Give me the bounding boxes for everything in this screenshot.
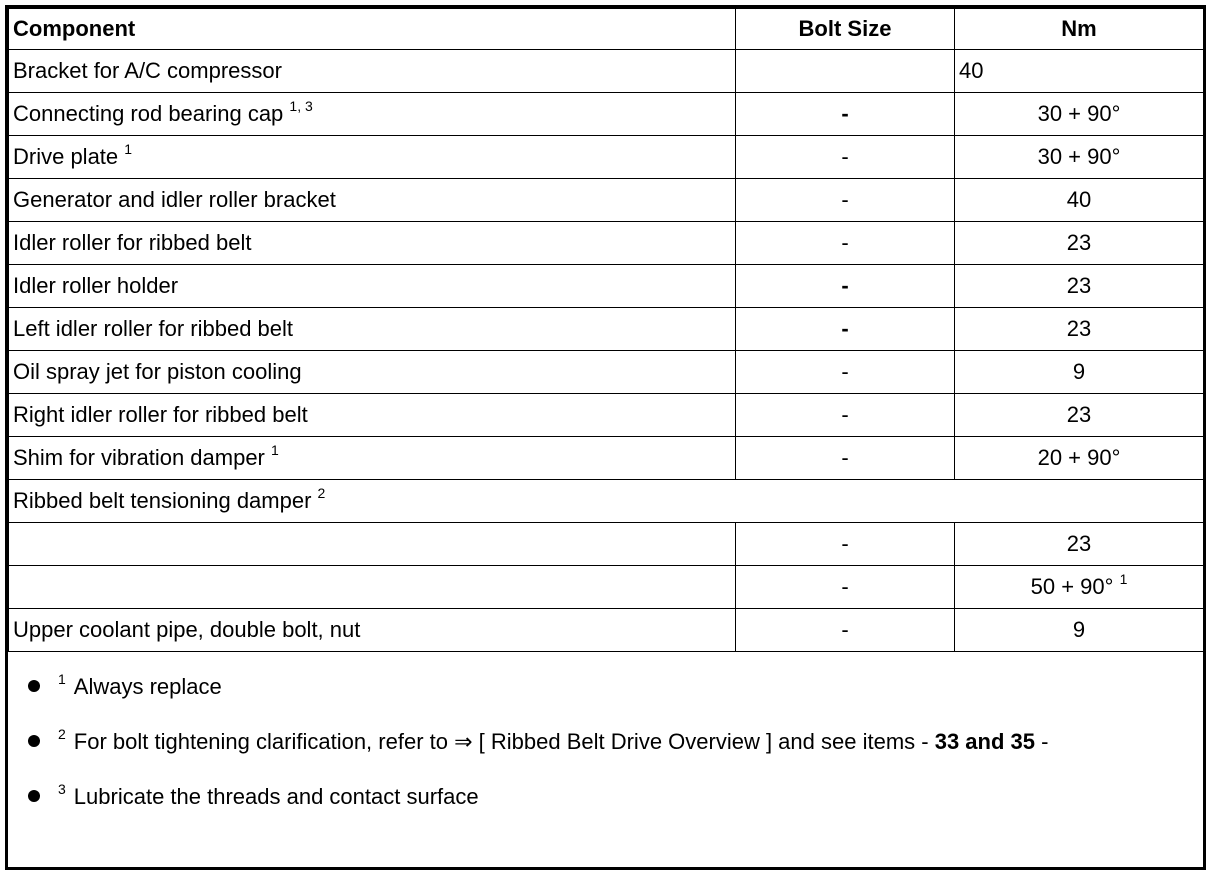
nm-cell (955, 566, 1204, 609)
bolt-size-cell: - (736, 179, 955, 222)
bolt-size-cell: - (736, 394, 955, 437)
table-row (9, 222, 1204, 265)
footnote-number: 3 (58, 780, 66, 797)
table-row (9, 609, 1204, 652)
nm-cell: 40 (955, 50, 1204, 93)
footnote-item-numbers: 33 and 35 (934, 729, 1035, 754)
footnote-ref: 2 (317, 484, 326, 501)
component-cell: Upper coolant pipe, double bolt, nut (9, 609, 736, 652)
component-cell (9, 179, 736, 222)
nm-cell: 9 (955, 609, 1204, 652)
table-row (9, 351, 1204, 394)
component-text: Left idler roller for ribbed belt (13, 316, 294, 341)
component-text: Idler roller for ribbed belt (13, 230, 252, 255)
bolt-size-cell: - (736, 222, 955, 265)
footnote-number: 1 (58, 670, 66, 687)
table-subrow (9, 566, 1204, 609)
component-cell (9, 566, 736, 609)
nm-cell: 40 (955, 179, 1204, 222)
nm-text: 50 + 90° (1030, 574, 1114, 599)
footnote-text-end: - (1034, 729, 1049, 754)
footnote-ref: 1 (271, 441, 279, 458)
table-row (9, 308, 1204, 351)
table-group-row (9, 480, 1204, 523)
component-text: Right idler roller for ribbed belt (13, 402, 308, 427)
nm-cell: 30 + 90° (955, 93, 1204, 136)
bolt-size-cell: - (736, 523, 955, 566)
nm-cell: 9 (955, 351, 1204, 394)
component-text: Idler roller holder (13, 273, 179, 298)
group-component-cell (9, 480, 1204, 523)
header-nm: Nm (955, 9, 1204, 50)
bolt-size-cell: - (736, 136, 955, 179)
table-row (9, 93, 1204, 136)
nm-cell: 23 (955, 308, 1204, 351)
bolt-size-cell: - (736, 93, 955, 136)
bolt-size-cell: - (736, 437, 955, 480)
component-cell (9, 523, 736, 566)
group-component-text: Ribbed belt tensioning damper (13, 488, 312, 513)
table-row (9, 136, 1204, 179)
component-cell (9, 50, 736, 93)
bolt-size-cell: - (736, 351, 955, 394)
bullet-icon (28, 680, 40, 692)
table-row (9, 394, 1204, 437)
table-subrow (9, 523, 1204, 566)
component-text: Generator and idler roller bracket (13, 187, 336, 212)
component-text: Shim for vibration damper (13, 445, 265, 470)
bolt-size-cell: - (736, 566, 955, 609)
nm-cell: 20 + 90° (955, 437, 1204, 480)
component-cell (9, 93, 736, 136)
footnote-item (28, 670, 222, 700)
component-text: Oil spray jet for piston cooling (13, 359, 302, 384)
bullet-icon (28, 790, 40, 802)
footnote-item (28, 780, 479, 810)
table-row (9, 50, 1204, 93)
component-text: Bracket for A/C compressor (13, 58, 282, 83)
torque-spec-table (8, 8, 1204, 652)
bullet-icon (28, 735, 40, 747)
component-text: Drive plate (13, 144, 119, 169)
component-text: Connecting rod bearing cap (13, 101, 284, 126)
footnote-number: 2 (58, 725, 66, 742)
footnote-text: For bolt tightening clarification, refer to ⇒ [ Ribbed Belt Drive Overview ] and see items - (73, 729, 935, 754)
bolt-size-cell (736, 50, 955, 93)
component-cell (9, 394, 736, 437)
torque-spec-frame (5, 5, 1206, 870)
footnote-text: Always replace (73, 674, 222, 699)
footnote-item (28, 725, 1049, 755)
header-bolt-size: Bolt Size (736, 9, 955, 50)
component-cell (9, 437, 736, 480)
table-header-row (9, 9, 1204, 50)
nm-cell: 30 + 90° (955, 136, 1204, 179)
component-cell (9, 351, 736, 394)
component-cell (9, 136, 736, 179)
footnote-text: Lubricate the threads and contact surface (73, 784, 479, 809)
table-row (9, 179, 1204, 222)
bolt-size-cell: - (736, 265, 955, 308)
bolt-size-cell: - (736, 308, 955, 351)
bolt-size-cell: - (736, 609, 955, 652)
header-component: Component (9, 9, 736, 50)
nm-cell: 23 (955, 265, 1204, 308)
component-cell (9, 222, 736, 265)
footnote-ref: 1 (124, 140, 133, 157)
footnote-ref: 1 (1119, 570, 1128, 587)
component-cell (9, 308, 736, 351)
table-row (9, 437, 1204, 480)
footnote-ref: 1, 3 (289, 97, 313, 114)
nm-cell: 23 (955, 394, 1204, 437)
table-body (9, 50, 1204, 652)
nm-cell: 23 (955, 222, 1204, 265)
component-cell (9, 265, 736, 308)
nm-cell: 23 (955, 523, 1204, 566)
table-row (9, 265, 1204, 308)
